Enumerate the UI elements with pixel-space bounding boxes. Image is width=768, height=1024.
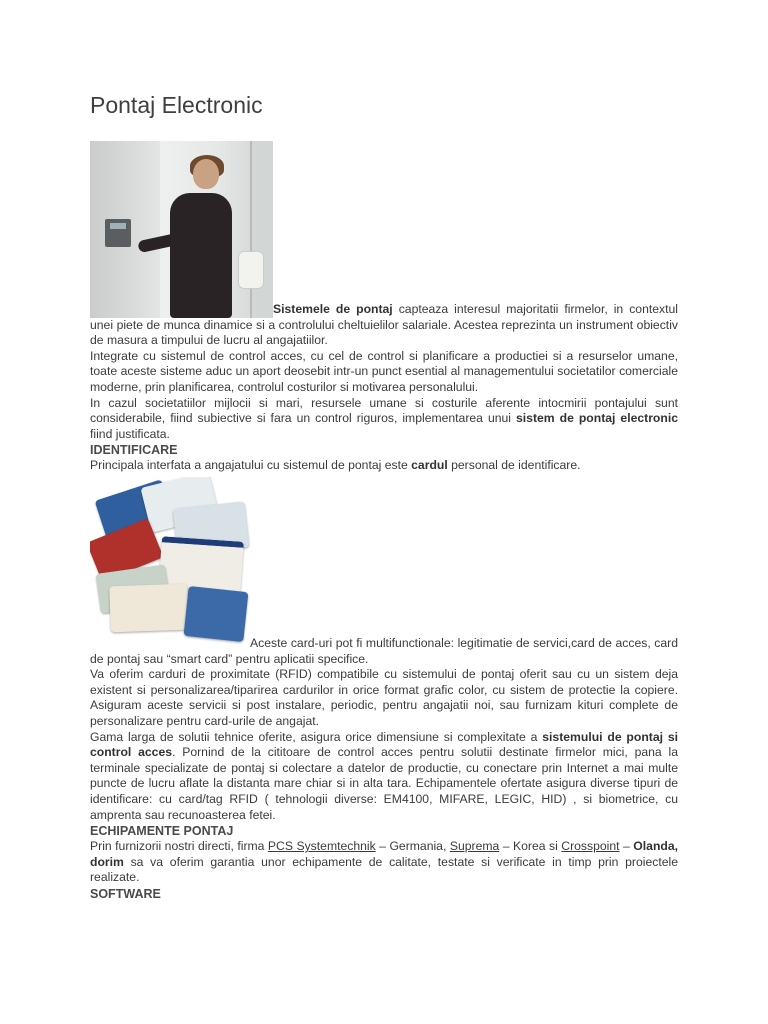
intro-paragraph-2: Integrate cu sistemul de control acces, cu cel de control si planificare a productiei si a resurselor umane, toate aceste sisteme aduc un aport deosebit intr-un punct esential al managementului societatilor comerciale moderne, prin planificarea, controlul costurilor si motivarea personalului. xyxy=(90,348,678,394)
id-cards-photo xyxy=(90,477,252,645)
software-heading: SOFTWARE xyxy=(90,886,161,901)
identificare-paragraph: Principala interfata a angajatului cu sistemul de pontaj este cardul personal de identificare. xyxy=(90,458,581,473)
crosspoint-link[interactable]: Crosspoint xyxy=(561,839,620,854)
intro-section xyxy=(90,302,678,474)
cards-paragraph-1: Aceste card-uri pot fi multifunctionale: legitimatie de servici,card de acces, card de pontaj sau “smart card” pentru aplicatii specifice. xyxy=(90,636,678,666)
cards-paragraph-3: Gama larga de solutii tehnice oferite, asigura orice dimensiune si complexitate a sistemului de pontaj si control acces. Pornind de la cititoare de control acces pentru solutii destinate firmelor mici, pana la terminale specializate de pontaj si colectare a datelor de productie, cu conectare prin Internet a mai multe puncte de lucru aflate la distanta mare chiar si in alta tara. Echipamentele ofertate asigura diverse tipuri de identificare: cu card/tag RFID ( tehnologii diverse: EM4100, MIFARE, LEGIC, HID) , si biometrice, cu amprenta sau recunoasterea fetei. xyxy=(90,729,678,822)
echipamente-paragraph: Prin furnizorii nostri directi, firma PCS Systemtechnik – Germania, Suprema – Korea si Crosspoint – Olanda, dorim sa va oferim garantia unor echipamente de calitate, testate si verificate in timp prin proiectele realizate. xyxy=(90,839,678,885)
cards-paragraph-2: Va oferim carduri de proximitate (RFID) compatibile cu sistemului de pontaj oferit sau cu un sistem deja existent si personalizarea/tiparirea cardurilor in orice format grafic color, cu sistem de protectie la copiere. Asiguram aceste servicii si post instalare, periodic, pentru angajatii noi, sau furnizam kituri complete de personalizare pentru card-urile de angajat. xyxy=(90,667,678,728)
identificare-heading: IDENTIFICARE xyxy=(90,443,178,458)
cards-section xyxy=(90,636,678,902)
page-title: Pontaj Electronic xyxy=(90,92,263,118)
pcs-systemtechnik-link[interactable]: PCS Systemtechnik xyxy=(267,839,376,854)
suprema-link[interactable]: Suprema xyxy=(449,839,500,854)
echipamente-heading: ECHIPAMENTE PONTAJ xyxy=(90,824,234,839)
time-clock-reader-icon xyxy=(105,219,131,247)
employee-time-clock-photo xyxy=(90,141,273,318)
intro-paragraph-1: Sistemele de pontaj capteaza interesul majoritatii firmelor, in contextul unei piete de munca dinamice si a controlului cheltuielilor salariale. Acestea reprezinta un instrument obiectiv de masura a timpului de lucru al angajatiilor. xyxy=(90,302,678,348)
intro-paragraph-3: In cazul societatiilor mijlocii si mari, resursele umane si costurile aferente intocmirii pontajului sunt considerabile, fiind subiective si fara un control riguros, implementarea unui sistem de pontaj electronic fiind justificata. xyxy=(90,395,678,441)
